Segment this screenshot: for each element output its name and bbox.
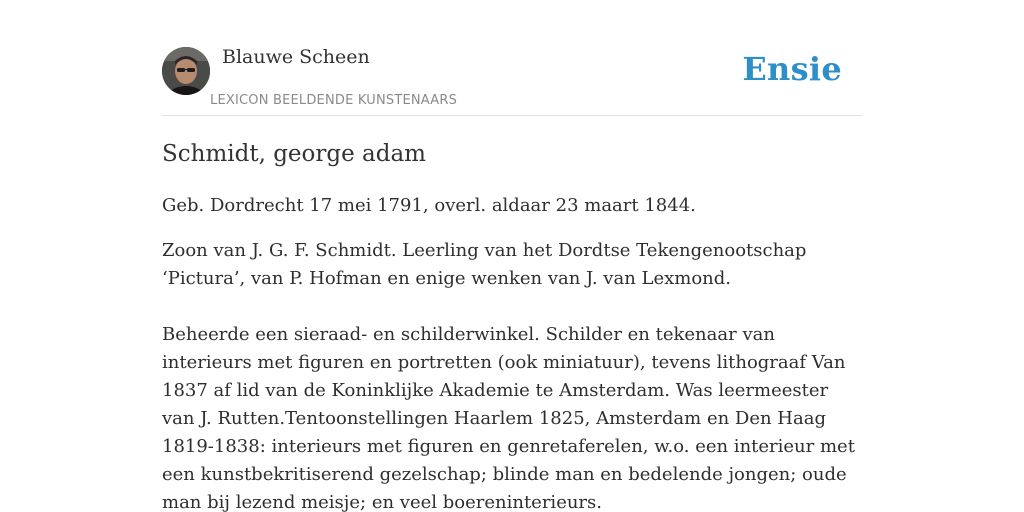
article-content	[162, 138, 862, 512]
author-avatar[interactable]	[162, 47, 210, 95]
article-paragraph-career: Beheerde een sieraad- en schilderwinkel. Schilder en tekenaar van interieurs met figuren en portretten (ook miniatuur), tevens lithograaf Van 1837 af lid van de Koninklijke Akademie te Amsterdam. Was leermeester van J. Rutten.Tentoonstellingen Haarlem 1825, Amsterdam en Den Haag 1819-1838: interieurs met figuren en genretaferelen, w.o. een interieur met een kunstbekritiserend gezelschap; blinde man en bedelende jongen; oude man bij lezend meisje; en veel boereninterieurs.	[162, 324, 855, 512]
article-paragraph-training: Zoon van J. G. F. Schmidt. Leerling van het Dordtse Tekengenootschap ‘Pictura’, van P. Hofman en enige wenken van J. van Lexmond.	[162, 240, 807, 289]
brand-logo[interactable]: Ensie	[742, 50, 842, 88]
avatar-portrait-icon	[162, 47, 210, 95]
article-paragraph-birth: Geb. Dordrecht 17 mei 1791, overl. aldaar 23 maart 1844.	[162, 195, 696, 216]
page-header	[162, 0, 862, 116]
category-label[interactable]: LEXICON BEELDENDE KUNSTENAARS	[210, 93, 458, 108]
author-link[interactable]: Blauwe Scheen	[222, 46, 370, 68]
article-title: Schmidt, george adam	[162, 141, 426, 167]
